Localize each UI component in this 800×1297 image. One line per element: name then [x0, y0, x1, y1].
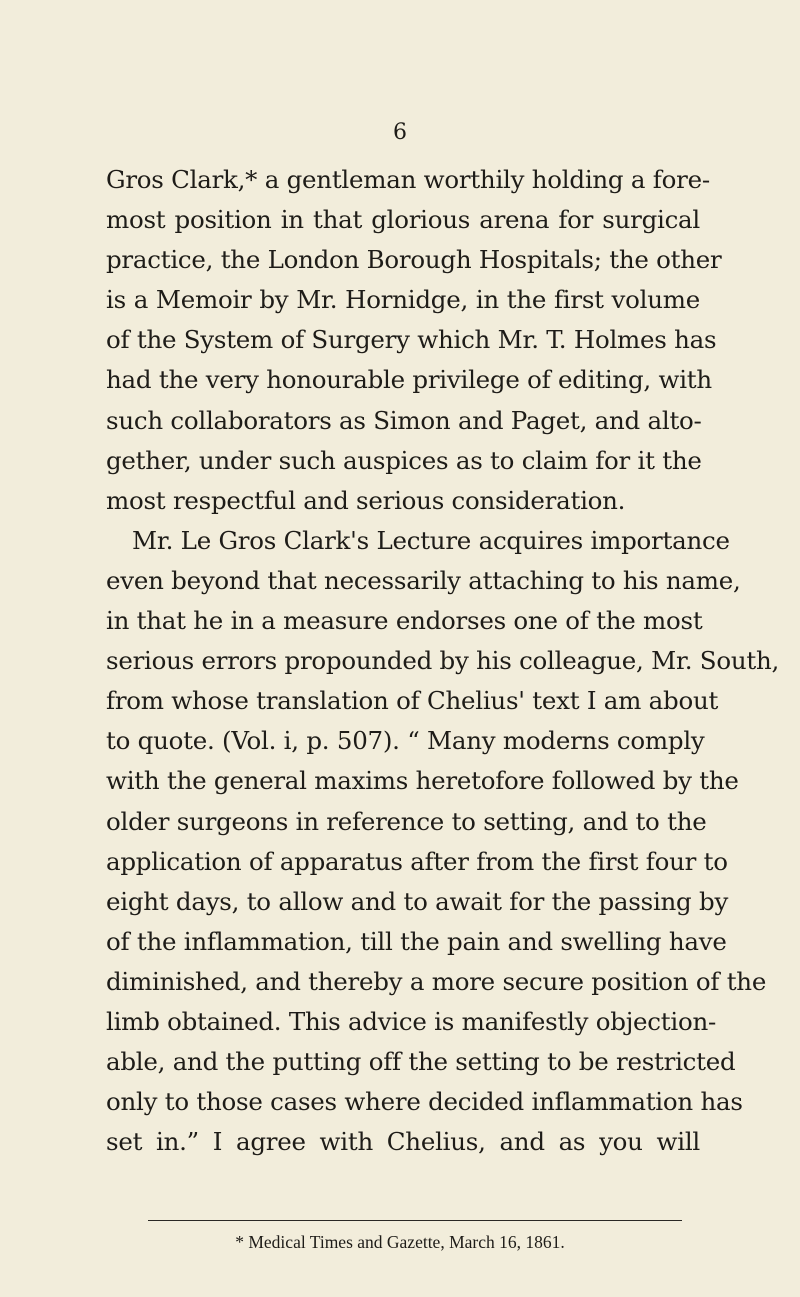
footnote-rule — [148, 1220, 682, 1221]
text-line: of the System of Surgery which Mr. T. Holmes has — [106, 325, 717, 355]
body-text — [106, 160, 780, 1162]
text-line: with the general maxims heretofore followed by the — [106, 766, 739, 796]
text-line: serious errors propounded by his colleague, Mr. South, — [106, 646, 780, 676]
text-line: to quote. (Vol. i, p. 507). “ Many moderns comply — [106, 726, 705, 756]
text-line: most respectful and serious consideration. — [106, 485, 626, 515]
text-line: application of apparatus after from the first four to — [106, 846, 728, 876]
footnote: * Medical Times and Gazette, March 16, 1861. — [235, 1232, 565, 1252]
text-line: older surgeons in reference to setting, and to the — [106, 806, 707, 836]
text-line: even beyond that necessarily attaching to his name, — [106, 565, 741, 595]
text-line: had the very honourable privilege of editing, with — [106, 365, 712, 395]
text-line: most position in that glorious arena for surgical — [106, 205, 700, 235]
text-line: able, and the putting off the setting to be restricted — [106, 1047, 736, 1077]
text-line: limb obtained. This advice is manifestly objection- — [106, 1006, 717, 1036]
text-line: practice, the London Borough Hospitals; the other — [106, 245, 722, 275]
text-line: such collaborators as Simon and Paget, and alto- — [106, 405, 702, 435]
page-number: 6 — [393, 120, 407, 145]
text-line: in that he in a measure endorses one of the most — [106, 606, 703, 636]
text-line: Gros Clark,* a gentleman worthily holding a fore- — [106, 165, 710, 194]
text-line: gether, under such auspices as to claim for it the — [106, 445, 702, 475]
text-line: Mr. Le Gros Clark's Lecture acquires importance — [132, 525, 730, 555]
text-line: is a Memoir by Mr. Hornidge, in the first volume — [106, 285, 700, 315]
text-line: diminished, and thereby a more secure position of the — [106, 966, 767, 996]
text-line: set in.” I agree with Chelius, and as you will — [106, 1127, 700, 1157]
text-line: from whose translation of Chelius' text I am about — [106, 686, 719, 716]
text-line: eight days, to allow and to await for the passing by — [106, 886, 729, 916]
text-line: of the inflammation, till the pain and swelling have — [106, 926, 727, 956]
text-line: only to those cases where decided inflammation has — [106, 1087, 743, 1117]
